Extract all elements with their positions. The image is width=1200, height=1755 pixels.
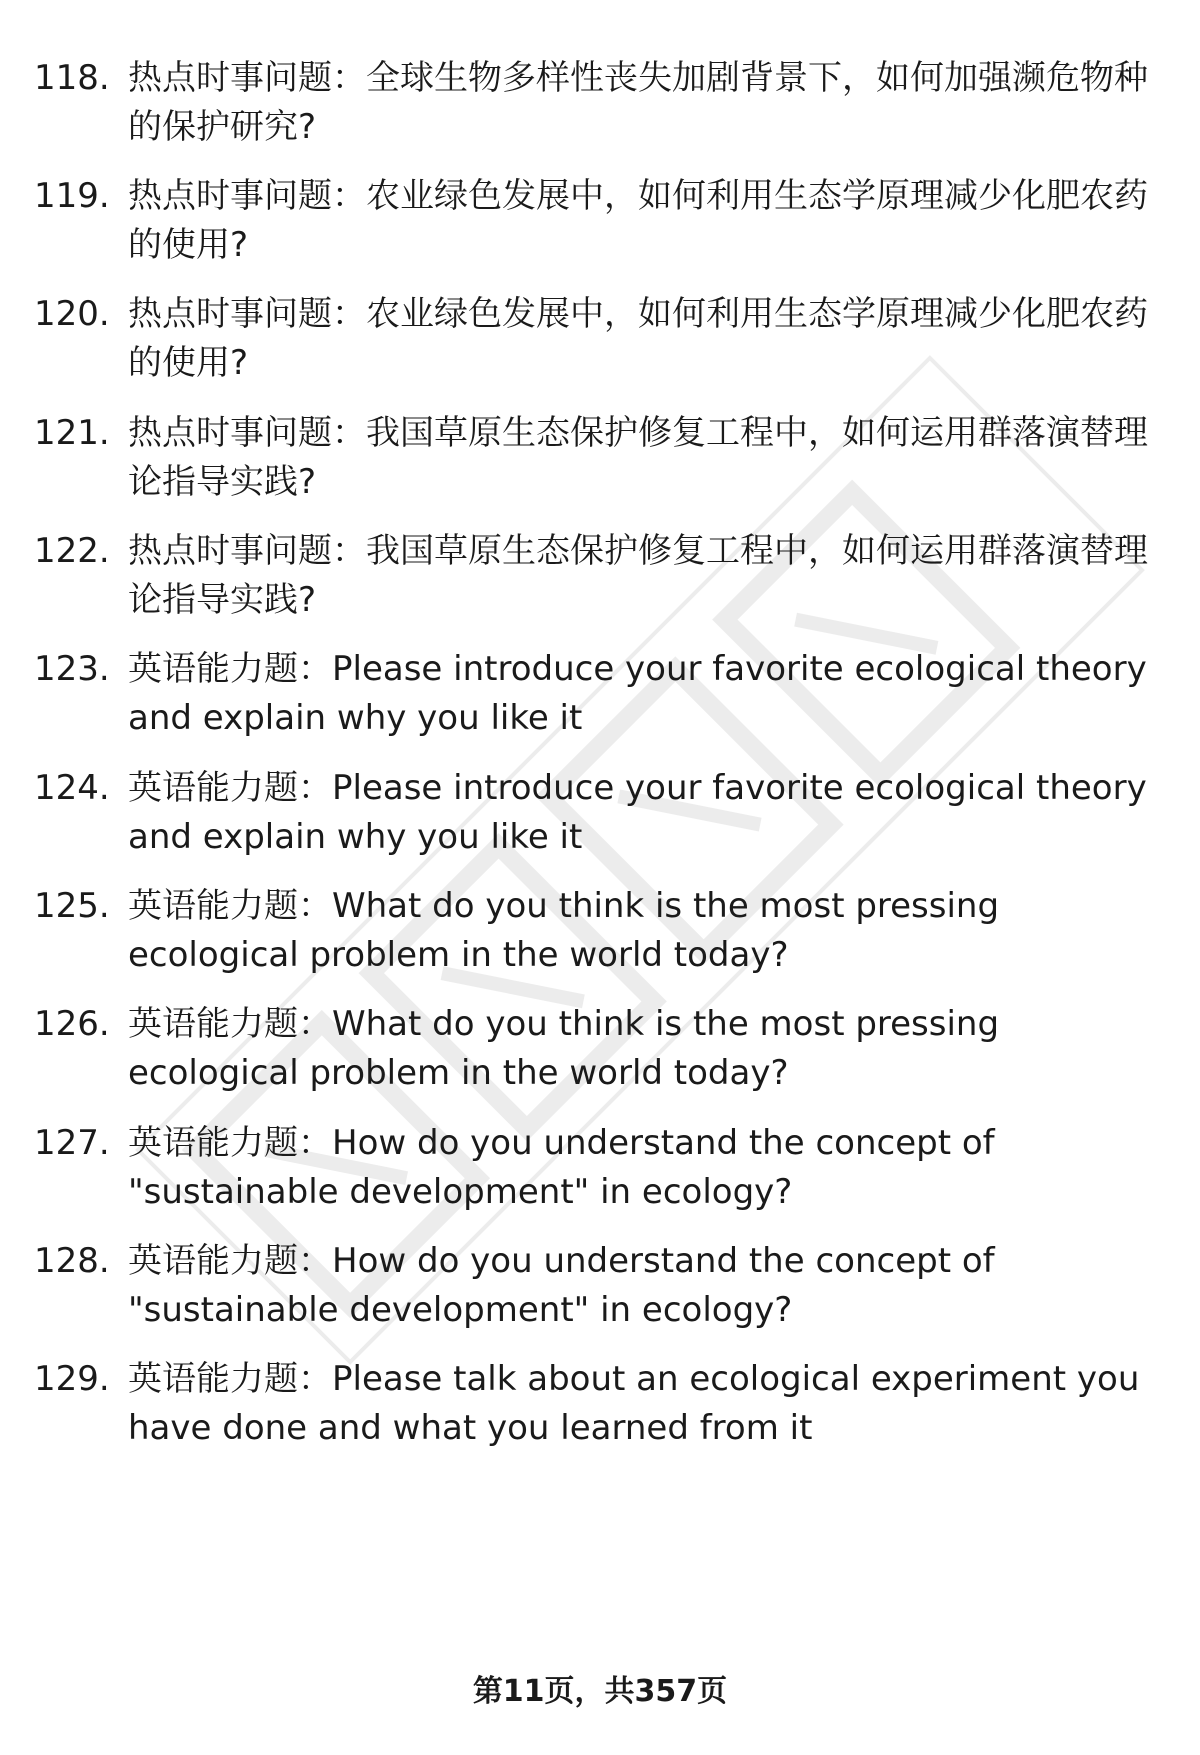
question-text: 热点时事问题：我国草原生态保护修复工程中，如何运用群落演替理论指导实践? [128,531,1148,620]
question-number: 125. [34,886,110,926]
question-text: 英语能力题：Please talk about an ecological experiment you have done and what you learned from it [128,1359,1140,1448]
question-number: 123. [34,649,110,689]
question-text: 英语能力题：What do you think is the most pressing ecological problem in the world today? [128,1004,1000,1093]
question-item [0,409,1200,519]
question-number: 121. [34,413,110,453]
question-text: 热点时事问题：我国草原生态保护修复工程中，如何运用群落演替理论指导实践? [128,413,1148,502]
question-item [0,1000,1200,1110]
question-item [0,290,1200,400]
question-number: 124. [34,768,110,808]
question-item [0,1119,1200,1229]
question-item [0,172,1200,282]
question-number: 118. [34,58,110,98]
question-number: 129. [34,1359,110,1399]
question-number: 126. [34,1004,110,1044]
question-text: 英语能力题：What do you think is the most pressing ecological problem in the world today? [128,886,1000,975]
question-text: 热点时事问题：农业绿色发展中，如何利用生态学原理减少化肥农药的使用? [128,176,1148,265]
question-item [0,882,1200,992]
question-number: 127. [34,1123,110,1163]
question-text: 英语能力题：How do you understand the concept of "sustainable development" in ecology? [128,1241,995,1330]
question-number: 128. [34,1241,110,1281]
question-number: 119. [34,176,110,216]
question-number: 120. [34,294,110,334]
question-text: 热点时事问题：农业绿色发展中，如何利用生态学原理减少化肥农药的使用? [128,294,1148,383]
question-item [0,645,1200,755]
question-text: 英语能力题：How do you understand the concept of "sustainable development" in ecology? [128,1123,995,1212]
question-item [0,54,1200,164]
question-text: 热点时事问题：全球生物多样性丧失加剧背景下，如何加强濒危物种的保护研究? [128,58,1148,147]
question-item [0,1237,1200,1347]
question-item [0,527,1200,637]
question-item [0,1355,1200,1465]
question-text: 英语能力题：Please introduce your favorite ecological theory and explain why you like it [128,649,1147,738]
question-item [0,764,1200,874]
page-number: 第11页，共357页 [472,1674,728,1709]
question-text: 英语能力题：Please introduce your favorite ecological theory and explain why you like it [128,768,1147,857]
question-number: 122. [34,531,110,571]
